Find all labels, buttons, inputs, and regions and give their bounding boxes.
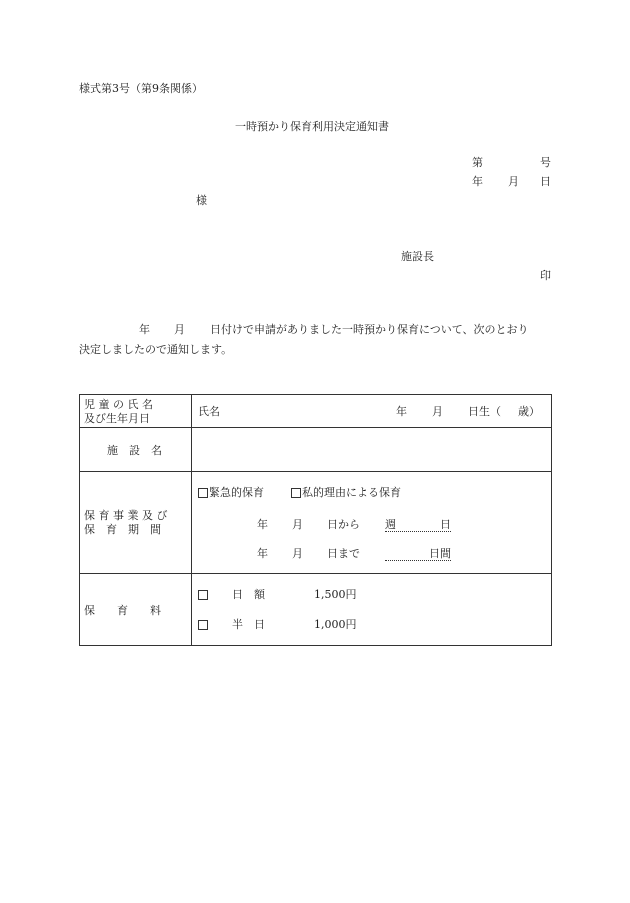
fee-half-day-checkbox [198,619,209,630]
child-name-label: 児 童 の 氏 名 [84,398,153,411]
checkbox-icon [198,488,208,498]
body-line2: 決定しましたので通知します。 [79,343,233,356]
body-line1: 日付けで申請がありました一時預かり保育について、次のとおり [210,323,529,336]
recipient-suffix: 様 [196,194,207,207]
details-table [79,394,552,646]
table-row-divider [80,471,551,472]
to-year: 年 [257,547,268,560]
service-label: 保 育 事 業 及 び [84,509,168,522]
child-birth-label: 及び生年月日 [84,412,150,425]
birth-month: 月 [432,405,443,418]
fee-full-day-checkbox [198,589,209,600]
form-number: 様式第3号（第9条関係） [79,82,203,95]
period-label: 保 育 期 間 [84,523,161,536]
table-row-divider [80,573,551,574]
number-prefix: 第 [472,156,483,169]
fee-full-day-value: 1,500円 [314,588,357,601]
to-day: 日まで [327,547,360,560]
name-field-label: 氏名 [198,405,220,418]
table-row-divider [80,427,551,428]
week-field: 週 日 [385,518,451,531]
checkbox-icon [198,590,208,600]
days-field: 日間 [385,548,451,561]
fee-label: 保 育 料 [84,604,161,617]
facility-name-label: 施 設 名 [107,444,162,457]
sender-title: 施設長 [401,250,434,263]
fee-half-day-label: 半 日 [232,618,265,631]
body-year: 年 [139,323,150,336]
from-day: 日から [327,518,360,531]
seal-mark: 印 [540,269,551,282]
option-private: 私的理由による保育 [291,487,401,498]
from-year: 年 [257,518,268,531]
table-column-divider [191,395,192,645]
birth-day: 日生（ [468,405,501,418]
fee-half-day-value: 1,000円 [314,618,357,631]
date-day: 日 [540,175,551,188]
checkbox-icon [291,488,301,498]
date-month: 月 [508,175,519,188]
document-title: 一時預かり保育利用決定通知書 [235,120,389,133]
option-emergency: 緊急的保育 [198,487,264,498]
checkbox-icon [198,620,208,630]
from-month: 月 [292,518,303,531]
to-month: 月 [292,547,303,560]
number-suffix: 号 [540,156,551,169]
birth-year: 年 [396,405,407,418]
body-month: 月 [174,323,185,336]
fee-full-day-label: 日 額 [232,588,265,601]
date-year: 年 [472,175,483,188]
age-field: 歳） [518,405,540,418]
